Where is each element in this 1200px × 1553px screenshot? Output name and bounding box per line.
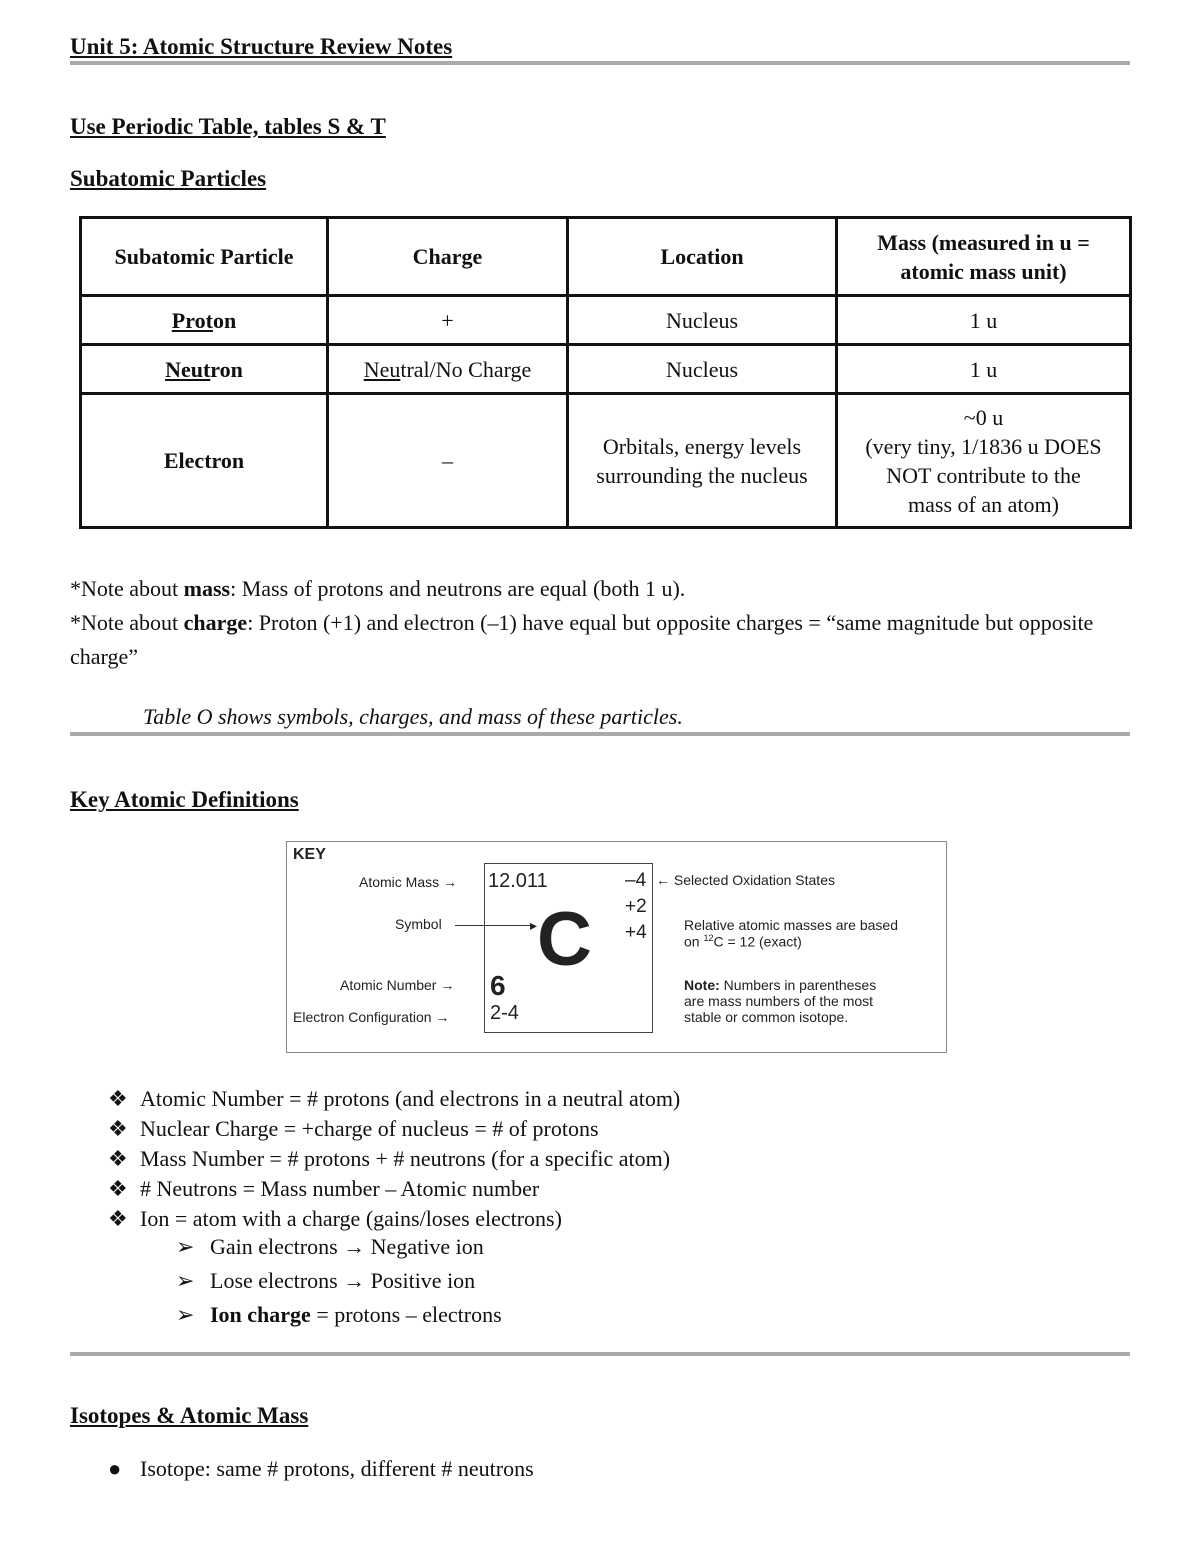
oxidation-states-label: ← Selected Oxidation States (656, 872, 835, 888)
oxidation-state: +2 (625, 896, 647, 917)
element-electron-config: 2-4 (490, 1002, 519, 1024)
note-prefix: *Note about (70, 576, 184, 601)
location-cell: Nucleus (568, 296, 837, 345)
header-mass: Mass (measured in u = atomic mass unit) (837, 218, 1131, 296)
relative-mass-note-line: Relative atomic masses are based (684, 917, 898, 933)
divider (70, 732, 1130, 736)
note-text: : Proton (+1) and electron (–1) have equal but opposite charges = “same magnitude but opposite charge” (70, 610, 1094, 669)
table-row (81, 394, 1131, 528)
page-title: Unit 5: Atomic Structure Review Notes (70, 34, 453, 59)
note-text: : Mass of protons and neutrons are equal (both 1 u). (230, 576, 686, 601)
mass-line: (very tiny, 1/1836 u DOES (865, 433, 1102, 459)
element-mass: 12.011 (488, 870, 548, 892)
charge-cell (328, 345, 568, 394)
header-location: Location (568, 218, 837, 296)
element-cell (484, 863, 653, 1033)
list-item (108, 1204, 680, 1234)
note-keyword: charge (183, 610, 248, 635)
particle-underlined: Neut (165, 356, 211, 382)
element-atomic-number: 6 (490, 970, 506, 1001)
dot-bullet-icon: ● (108, 1456, 122, 1481)
note-keyword: mass (183, 576, 231, 601)
ion-subpoint: ➢ Gain electrons → Negative ion (176, 1234, 484, 1259)
mass-cell: 1 u (837, 345, 1131, 394)
ion-subpoint: ➢ Ion charge = protons – electrons (176, 1302, 502, 1327)
atomic-number-label: Atomic Number → (340, 977, 455, 993)
location-line: Orbitals, energy levels (602, 433, 802, 459)
particle-rest: on (212, 307, 237, 333)
diamond-bullet-icon: ❖ (108, 1146, 128, 1171)
divider (70, 1352, 1130, 1356)
location-line: surrounding the nucleus (596, 462, 808, 488)
location-cell: Nucleus (568, 345, 837, 394)
charge-underlined: Neu (363, 356, 401, 382)
note-charge (70, 606, 1130, 674)
section-heading-subatomic: Subatomic Particles (70, 166, 267, 191)
definition-text: Nuclear Charge = +charge of nucleus = # of protons (140, 1116, 599, 1141)
arrow-bullet-icon: ➢ (176, 1302, 195, 1327)
particle-table (79, 216, 1132, 529)
particle-cell (81, 296, 328, 345)
element-symbol: C (537, 897, 592, 982)
particle-cell: Electron (81, 394, 328, 528)
divider (70, 61, 1130, 65)
periodic-key-figure (286, 841, 947, 1053)
definition-text: Mass Number = # protons + # neutrons (for a specific atom) (140, 1146, 671, 1171)
oxidation-state: –4 (625, 870, 647, 891)
symbol-label: Symbol (395, 916, 442, 932)
parentheses-note-line: Note: Numbers in parentheses (684, 977, 877, 993)
list-item (108, 1174, 680, 1204)
key-label: KEY (293, 846, 326, 863)
particle-rest: ron (210, 356, 243, 382)
mass-line: NOT contribute to the (886, 462, 1081, 488)
charge-cell: – (328, 394, 568, 528)
symbol-arrow-head: ▸ (530, 917, 538, 933)
electron-config-label: Electron Configuration → (293, 1009, 450, 1025)
header-charge: Charge (328, 218, 568, 296)
definitions-list (108, 1084, 680, 1234)
mass-line: mass of an atom) (908, 491, 1059, 517)
intro-heading: Use Periodic Table, tables S & T (70, 114, 386, 139)
diamond-bullet-icon: ❖ (108, 1086, 128, 1111)
particle-underlined: Prot (171, 307, 213, 333)
table-row (81, 345, 1131, 394)
diamond-bullet-icon: ❖ (108, 1116, 128, 1141)
table-row (81, 296, 1131, 345)
charge-cell: + (328, 296, 568, 345)
mass-cell: 1 u (837, 296, 1131, 345)
definition-text: Atomic Number = # protons (and electrons in a neutral atom) (140, 1086, 681, 1111)
note-mass (70, 572, 1130, 606)
list-item (108, 1084, 680, 1114)
diamond-bullet-icon: ❖ (108, 1206, 128, 1231)
atomic-mass-label: Atomic Mass → (359, 874, 458, 890)
note-prefix: *Note about (70, 610, 184, 635)
parentheses-note-line: stable or common isotope. (684, 1009, 849, 1025)
isotope-bullet: ● Isotope: same # protons, different # neutrons (108, 1456, 534, 1481)
arrow-bullet-icon: ➢ (176, 1234, 195, 1259)
definition-text: # Neutrons = Mass number – Atomic number (140, 1176, 540, 1201)
ion-subpoint: ➢ Lose electrons → Positive ion (176, 1268, 476, 1293)
relative-mass-note-line: on $^{12}$C = 12 (exact) (684, 933, 802, 950)
table-header-row (81, 218, 1131, 296)
mass-line: ~0 u (963, 404, 1004, 430)
header-particle: Subatomic Particle (81, 218, 328, 296)
particle-cell (81, 345, 328, 394)
mass-cell (837, 394, 1131, 528)
charge-rest: tral/No Charge (400, 356, 532, 382)
table-o-note: Table O shows symbols, charges, and mass of these particles. (143, 704, 683, 729)
list-item (108, 1114, 680, 1144)
definition-text: Ion = atom with a charge (gains/loses electrons) (140, 1206, 562, 1231)
arrow-bullet-icon: ➢ (176, 1268, 195, 1293)
section-heading-key-definitions: Key Atomic Definitions (70, 787, 299, 812)
location-cell (568, 394, 837, 528)
oxidation-state: +4 (625, 922, 647, 943)
section-heading-isotopes: Isotopes & Atomic Mass (70, 1403, 309, 1428)
list-item (108, 1144, 680, 1174)
parentheses-note-line: are mass numbers of the most (684, 993, 874, 1009)
diamond-bullet-icon: ❖ (108, 1176, 128, 1201)
